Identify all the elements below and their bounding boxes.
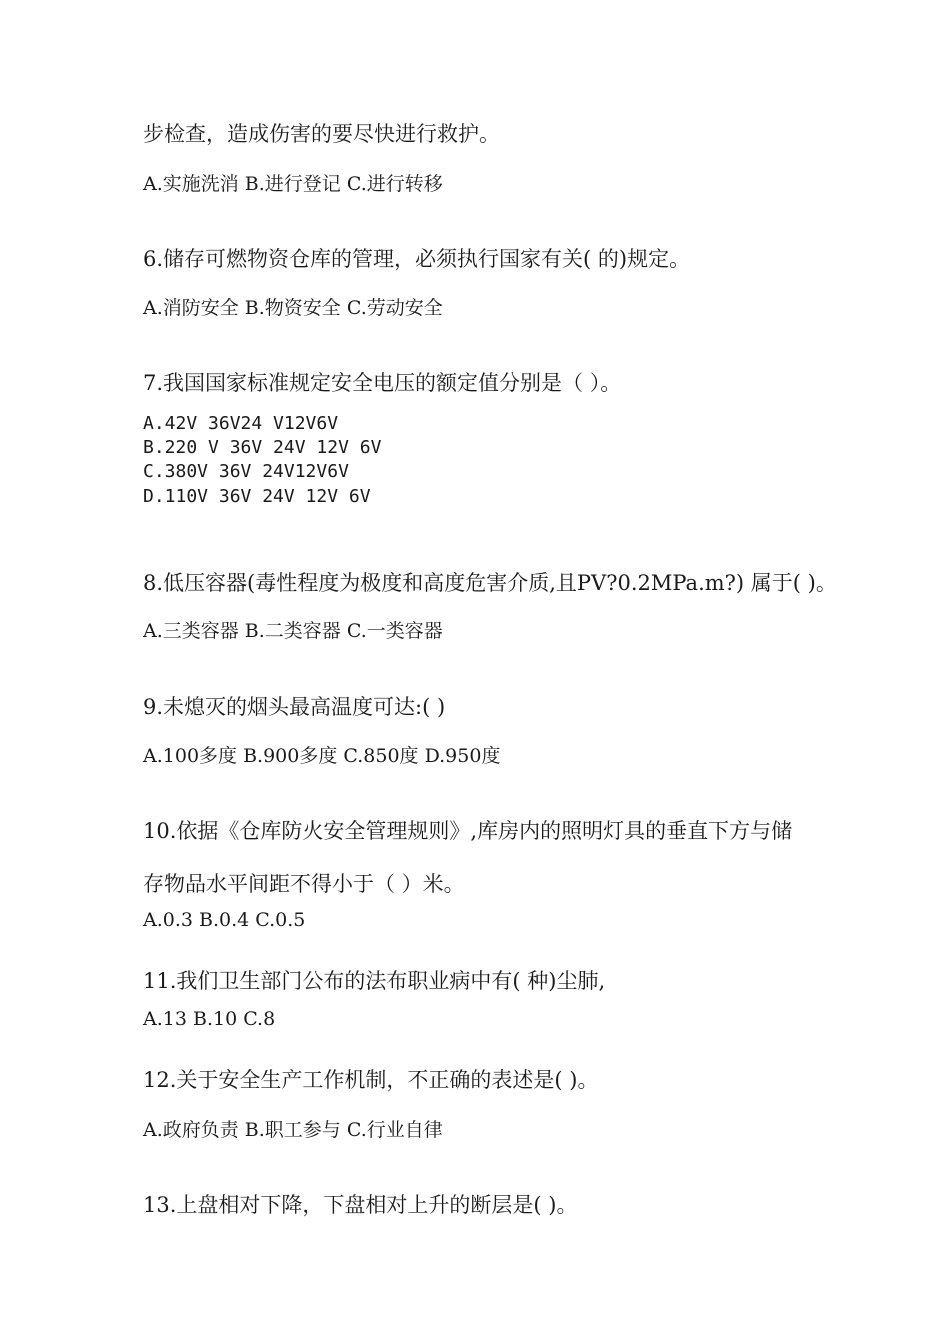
question-11: 11.我们卫生部门公布的法布职业病中有( 种)尘肺,	[143, 969, 606, 993]
question-13: 13.上盘相对下降，下盘相对上升的断层是( )。	[143, 1193, 578, 1217]
options-q6: A.消防安全 B.物资安全 C.劳动安全	[143, 297, 443, 319]
question-7: 7.我国国家标准规定安全电压的额定值分别是（ ）。	[143, 371, 622, 395]
options-q8: A.三类容器 B.二类容器 C.一类容器	[143, 620, 443, 642]
option-7b: B.220 V 36V 24V 12V 6V	[143, 437, 382, 458]
options-q12: A.政府负责 B.职工参与 C.行业自律	[143, 1119, 443, 1141]
question-continuation: 步检查，造成伤害的要尽快进行救护。	[143, 122, 500, 146]
question-6: 6.储存可燃物资仓库的管理，必须执行国家有关( 的)规定。	[143, 247, 691, 271]
option-7a: A.42V 36V24 V12V6V	[143, 413, 339, 434]
option-7c: C.380V 36V 24V12V6V	[143, 461, 349, 482]
options-q9: A.100多度 B.900多度 C.850度 D.950度	[143, 745, 501, 767]
options-q5: A.实施洗消 B.进行登记 C.进行转移	[143, 173, 443, 195]
question-9: 9.未熄灭的烟头最高温度可达:( )	[143, 695, 446, 719]
question-10: 10.依据《仓库防火安全管理规则》,库房内的照明灯具的垂直下方与储	[143, 819, 793, 843]
options-q10: A.0.3 B.0.4 C.0.5	[143, 909, 306, 931]
options-q11: A.13 B.10 C.8	[143, 1008, 276, 1030]
question-10-cont: 存物品水平间距不得小于（ ）米。	[143, 872, 465, 896]
option-7d: D.110V 36V 24V 12V 6V	[143, 486, 371, 507]
question-8: 8.低压容器(毒性程度为极度和高度危害介质,且PV?0.2MPa.m?) 属于( )。	[143, 571, 837, 595]
question-12: 12.关于安全生产工作机制，不正确的表述是( )。	[143, 1068, 599, 1092]
